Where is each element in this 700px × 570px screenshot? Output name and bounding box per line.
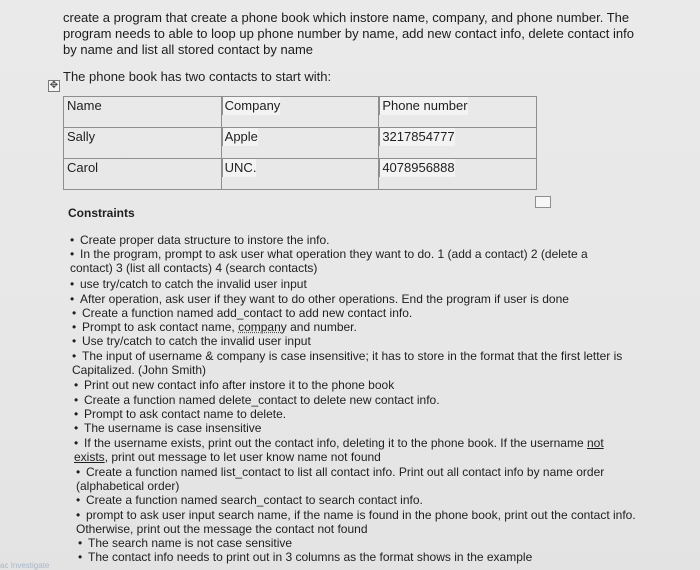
list-item: • prompt to ask user input search name, if the name is found in the phone book, print out the contact info.: [76, 508, 636, 522]
list-item: • Create a function named delete_contact to delete new contact info.: [74, 393, 440, 407]
bullet-icon: •: [74, 436, 79, 450]
constraints-heading: Constraints: [68, 206, 135, 220]
list-item: • After operation, ask user if they want to do other operations. End the program if user is done: [70, 292, 569, 306]
problem-intro: create a program that create a phone book which instore name, company, and phone number. The program needs to able to loop up phone number by name, add new contact info, delete contact info by name and list all stored contact by name: [63, 10, 634, 57]
list-item: • If the username exists, print out the contact info, deleting it to the phone book. If the username not: [74, 436, 604, 450]
table-header-cell: Name: [64, 97, 222, 128]
list-item: • Create proper data structure to instore the info.: [70, 233, 330, 247]
list-item: • use try/catch to catch the invalid user input: [70, 277, 307, 291]
list-item: • The username is case insensitive: [74, 421, 262, 435]
list-item: • Prompt to ask contact name to delete.: [74, 407, 287, 421]
bullet-icon: •: [76, 493, 81, 507]
table-cell: Apple: [221, 128, 379, 159]
list-item: • The search name is not case sensitive: [78, 536, 293, 550]
list-item: • Prompt to ask contact name, company and number.: [72, 320, 357, 334]
table-resize-handle-icon[interactable]: [535, 196, 551, 208]
bullet-icon: •: [78, 550, 83, 564]
list-item: • Create a function named add_contact to add new contact info.: [72, 306, 413, 320]
list-item: • Create a function named list_contact to list all contact info. Print out all contact info by name order: [76, 465, 605, 479]
table-cell: 3217854777: [379, 128, 537, 159]
bullet-icon: •: [76, 465, 81, 479]
table-cell: Sally: [64, 128, 222, 159]
list-item: • In the program, prompt to ask user what operation they want to do. 1 (add a contact) 2 (delete a: [70, 247, 588, 261]
bullet-icon: •: [70, 247, 75, 261]
table-row: [64, 159, 537, 190]
list-item-continuation: contact) 3 (list all contacts) 4 (search contacts): [70, 261, 318, 275]
list-item-continuation: (alphabetical order): [76, 479, 180, 493]
table-cell: Carol: [64, 159, 222, 190]
bullet-icon: •: [72, 334, 77, 348]
list-item: • The contact info needs to print out in 3 columns as the format shows in the example: [78, 550, 533, 564]
list-item-continuation: Otherwise, print out the message the contact not found: [76, 522, 368, 536]
bullet-icon: •: [74, 421, 79, 435]
bullet-icon: •: [70, 292, 75, 306]
table-header-cell: Phone number: [379, 97, 537, 128]
bullet-icon: •: [72, 306, 77, 320]
table-cell: 4078956888: [379, 159, 537, 190]
bullet-icon: •: [74, 378, 79, 392]
bullet-icon: •: [70, 277, 75, 291]
table-row: [64, 97, 537, 128]
table-lead-text: The phone book has two contacts to start with:: [63, 69, 332, 84]
contacts-table: [63, 96, 537, 190]
list-item-continuation: Capitalized. (John Smith): [72, 363, 207, 377]
list-item: • The input of username & company is case insensitive; it has to store in the format that the first letter is: [72, 349, 623, 363]
table-header-cell: Company: [221, 97, 379, 128]
table-move-handle-icon[interactable]: ✥: [49, 80, 59, 91]
list-item: • Use try/catch to catch the invalid user input: [72, 334, 311, 348]
bullet-icon: •: [74, 407, 79, 421]
list-item: • Create a function named search_contact to search contact info.: [76, 493, 423, 507]
list-item-continuation: exists, print out message to let user know name not found: [74, 450, 381, 464]
bullet-icon: •: [70, 233, 75, 247]
table-row: [64, 128, 537, 159]
bullet-icon: •: [74, 393, 79, 407]
bullet-icon: •: [76, 508, 81, 522]
table-cell: UNC.: [221, 159, 379, 190]
list-item: • Print out new contact info after instore it to the phone book: [74, 378, 395, 392]
bullet-icon: •: [72, 349, 77, 363]
bullet-icon: •: [72, 320, 77, 334]
bullet-icon: •: [78, 536, 83, 550]
watermark-text: ac Investigate: [0, 561, 50, 570]
